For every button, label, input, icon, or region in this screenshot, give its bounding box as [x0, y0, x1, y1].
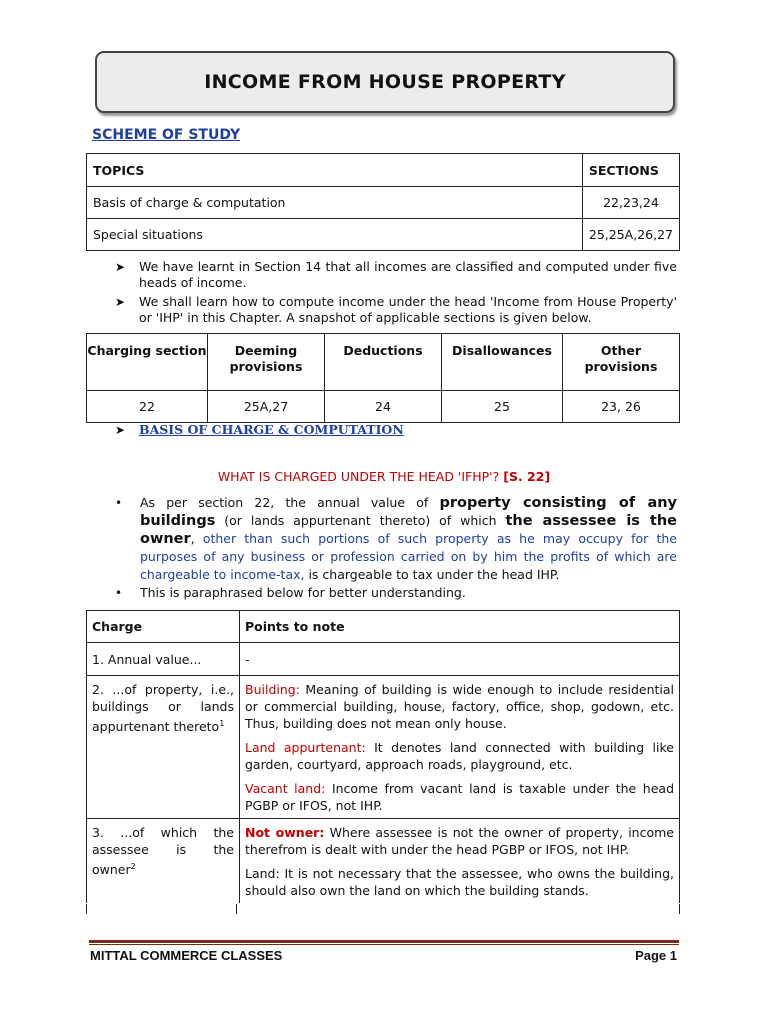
footer-brand: MITTAL COMMERCE CLASSES — [90, 948, 283, 963]
charge-text: 3. ...of which the assessee is the owner — [92, 825, 234, 878]
note-paragraph — [245, 780, 674, 814]
list-item — [115, 294, 677, 326]
table-row — [87, 819, 680, 904]
header-points: Points to note — [240, 611, 680, 643]
sections-cell: 22,23,24 — [582, 187, 679, 219]
text-run: As per section 22, the annual value of — [140, 495, 440, 510]
header-charging: Charging section — [87, 334, 208, 391]
intro-bullets — [115, 259, 677, 329]
charge-cell: 1. Annual value... — [87, 643, 240, 676]
header-deeming: Deeming provisions — [208, 334, 325, 391]
header-disallowances: Disallowances — [442, 334, 563, 391]
text-run: is chargeable to tax under the head IHP. — [304, 567, 560, 582]
charge-cell — [87, 676, 240, 819]
table-border-continuation — [679, 904, 680, 914]
basis-heading: BASIS OF CHARGE & COMPUTATION — [139, 422, 404, 437]
topic-cell: Special situations — [87, 219, 583, 251]
table-header-row — [87, 611, 680, 643]
table-header-row — [87, 154, 680, 187]
title-box — [95, 51, 675, 113]
footnote-marker: 1 — [219, 719, 225, 728]
section22-bullets — [115, 494, 677, 602]
table-border-continuation — [86, 904, 87, 914]
table-row — [87, 643, 680, 676]
note-label: Vacant land: — [245, 781, 326, 796]
bullet-text: This is paraphrased below for better understanding. — [140, 585, 466, 600]
sections-cell: 25,25A,26,27 — [582, 219, 679, 251]
arrow-bullet-icon: ➤ — [115, 422, 126, 437]
points-table — [86, 610, 680, 903]
note-label: Building: — [245, 682, 300, 697]
value-cell: 24 — [325, 391, 442, 423]
emphasis-text: the assessee is the owner — [140, 513, 677, 547]
note-text: Income from vacant land is taxable under the head PGBP or IFOS, not IHP. — [245, 781, 674, 813]
footnote-marker: 2 — [130, 862, 136, 871]
text-run: , — [190, 531, 203, 546]
charge-text: 2. ...of property, i.e., buildings or lands appurtenant thereto — [92, 682, 234, 735]
table-header-row — [87, 334, 680, 391]
page-number: Page 1 — [635, 948, 677, 963]
note-text: It denotes land connected with building like garden, courtyard, approach roads, playground, etc. — [245, 740, 674, 772]
note-paragraph: Land: It is not necessary that the assessee, who owns the building, should also own the land on which the building stands. — [245, 866, 674, 898]
emphasis-text: property consisting of any buildings — [140, 495, 678, 529]
list-item — [115, 259, 677, 291]
value-cell: 25A,27 — [208, 391, 325, 423]
footer-divider — [89, 944, 679, 945]
arrow-bullet-icon: ➤ — [115, 260, 126, 274]
note-paragraph — [245, 739, 674, 773]
note-label: Not owner: — [245, 825, 325, 840]
basis-heading-line — [115, 422, 404, 437]
charged-heading-text: WHAT IS CHARGED UNDER THE HEAD 'IFHP'? — [217, 469, 504, 484]
note-cell — [240, 676, 680, 819]
scheme-table — [86, 153, 680, 251]
note-paragraph — [245, 681, 674, 732]
header-deductions: Deductions — [325, 334, 442, 391]
header-other: Other provisions — [563, 334, 680, 391]
note-cell — [240, 819, 680, 904]
section-reference: [S. 22] — [503, 469, 551, 484]
value-cell: 22 — [87, 391, 208, 423]
sections-table — [86, 333, 680, 423]
note-cell: - — [240, 643, 680, 676]
note-text: Where assessee is not the owner of property, income therefrom is dealt with under the head PGBP or IFOS, not IHP. — [245, 825, 674, 857]
header-topics: TOPICS — [87, 154, 583, 187]
header-charge: Charge — [87, 611, 240, 643]
highlighted-text: other than such portions of such property as he may occupy for the purposes of any business or profession carried on by him the profits of which are chargeable to income-tax, — [140, 531, 677, 582]
note-label: Land appurtenant: — [245, 740, 366, 755]
table-border-continuation — [236, 904, 237, 914]
table-row — [87, 219, 680, 251]
charged-heading — [0, 469, 768, 484]
header-sections: SECTIONS — [582, 154, 679, 187]
topic-cell: Basis of charge & computation — [87, 187, 583, 219]
note-paragraph — [245, 824, 674, 858]
dot-bullet-icon: • — [115, 496, 123, 510]
page-title: INCOME FROM HOUSE PROPERTY — [204, 71, 566, 93]
table-row — [87, 676, 680, 819]
footer-divider — [89, 940, 679, 943]
list-item — [115, 584, 677, 602]
charge-cell — [87, 819, 240, 904]
value-cell: 23, 26 — [563, 391, 680, 423]
note-text: Meaning of building is wide enough to include residential or commercial building, house, factory, office, shop, godown, etc. Thus, building does not mean only house. — [245, 682, 674, 731]
list-item — [115, 494, 677, 584]
table-row — [87, 391, 680, 423]
value-cell: 25 — [442, 391, 563, 423]
dot-bullet-icon: • — [115, 586, 123, 600]
text-run: (or lands appurtenant thereto) of which — [215, 513, 506, 528]
bullet-text: We have learnt in Section 14 that all incomes are classified and computed under five heads of income. — [139, 259, 677, 290]
table-row — [87, 187, 680, 219]
arrow-bullet-icon: ➤ — [115, 295, 126, 309]
scheme-heading: SCHEME OF STUDY — [92, 127, 241, 143]
bullet-text: We shall learn how to compute income under the head 'Income from House Property' or 'IHP' in this Chapter. A snapshot of applicable sections is given below. — [139, 294, 677, 325]
